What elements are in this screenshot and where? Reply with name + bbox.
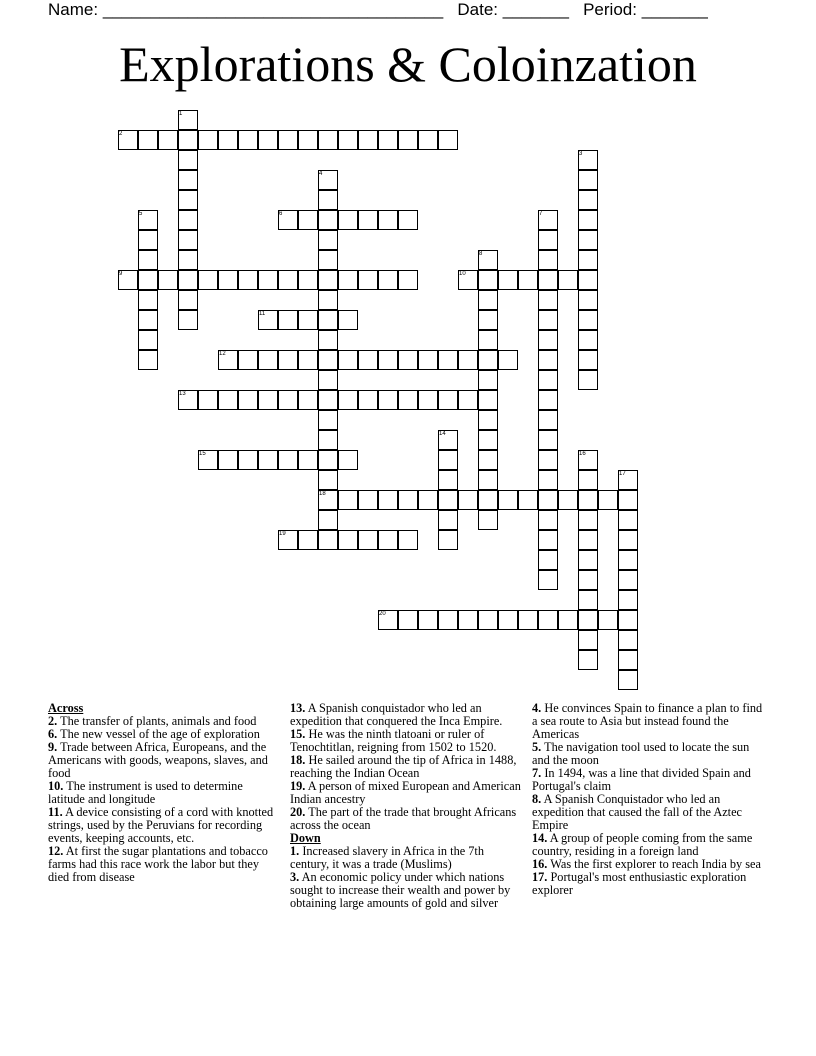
crossword-cell[interactable] bbox=[178, 130, 198, 150]
clue-down-3: 3. An economic policy under which nations sought to increase their wealth and power by obtaining large amounts of gold and silver bbox=[290, 870, 511, 910]
date-label: Date: bbox=[457, 0, 498, 19]
crossword-cell[interactable] bbox=[618, 530, 638, 550]
crossword-cell[interactable] bbox=[578, 490, 598, 510]
crossword-cell[interactable] bbox=[578, 270, 598, 290]
crossword-cell[interactable] bbox=[398, 210, 418, 230]
crossword-cell[interactable] bbox=[598, 610, 618, 630]
crossword-cell[interactable] bbox=[318, 410, 338, 430]
crossword-cell[interactable] bbox=[318, 230, 338, 250]
crossword-cell[interactable] bbox=[538, 530, 558, 550]
crossword-cell[interactable] bbox=[218, 390, 238, 410]
crossword-cell[interactable] bbox=[318, 350, 338, 370]
crossword-cell[interactable] bbox=[238, 130, 258, 150]
crossword-cell[interactable] bbox=[178, 270, 198, 290]
crossword-cell[interactable] bbox=[298, 130, 318, 150]
crossword-cell[interactable] bbox=[158, 130, 178, 150]
clue-across-13: 13. A Spanish conquistador who led an expedition that conquered the Inca Empire. bbox=[290, 701, 503, 728]
crossword-cell[interactable] bbox=[558, 490, 578, 510]
crossword-cell[interactable] bbox=[398, 130, 418, 150]
clue-across-15: 15. He was the ninth tlatoani or ruler of Tenochtitlan, reigning from 1502 to 1520. bbox=[290, 727, 497, 754]
crossword-cell[interactable] bbox=[398, 530, 418, 550]
clue-number-label: 13 bbox=[179, 391, 186, 397]
crossword-cell[interactable] bbox=[138, 130, 158, 150]
crossword-cell[interactable] bbox=[538, 270, 558, 290]
clue-number-label: 17 bbox=[619, 471, 626, 477]
crossword-cell[interactable] bbox=[318, 390, 338, 410]
crossword-cell[interactable] bbox=[318, 250, 338, 270]
crossword-cell[interactable] bbox=[538, 410, 558, 430]
crossword-cell[interactable] bbox=[318, 430, 338, 450]
crossword-cell[interactable] bbox=[478, 410, 498, 430]
crossword-cell[interactable] bbox=[198, 270, 218, 290]
crossword-cell[interactable] bbox=[178, 310, 198, 330]
crossword-cell[interactable] bbox=[478, 430, 498, 450]
crossword-cell[interactable] bbox=[238, 270, 258, 290]
crossword-cell[interactable] bbox=[618, 550, 638, 570]
crossword-cell[interactable] bbox=[578, 210, 598, 230]
crossword-cell[interactable] bbox=[558, 610, 578, 630]
crossword-cell[interactable] bbox=[538, 450, 558, 470]
crossword-cell[interactable] bbox=[458, 390, 478, 410]
crossword-cell[interactable] bbox=[618, 610, 638, 630]
crossword-cell[interactable] bbox=[398, 270, 418, 290]
crossword-cell[interactable] bbox=[158, 270, 178, 290]
crossword-cell[interactable] bbox=[578, 230, 598, 250]
crossword-cell[interactable] bbox=[378, 490, 398, 510]
crossword-cell[interactable] bbox=[178, 230, 198, 250]
crossword-cell[interactable] bbox=[338, 270, 358, 290]
crossword-cell[interactable] bbox=[378, 390, 398, 410]
crossword-cell[interactable] bbox=[298, 310, 318, 330]
crossword-cell[interactable] bbox=[538, 550, 558, 570]
crossword-cell[interactable] bbox=[578, 330, 598, 350]
crossword-cell[interactable] bbox=[518, 270, 538, 290]
crossword-cell[interactable] bbox=[138, 330, 158, 350]
crossword-cell[interactable] bbox=[438, 390, 458, 410]
clue-number-label: 16 bbox=[579, 451, 586, 457]
across-heading: Across bbox=[48, 701, 84, 715]
crossword-cell[interactable] bbox=[538, 510, 558, 530]
clues-column-2 bbox=[290, 702, 522, 910]
crossword-cell[interactable] bbox=[438, 350, 458, 370]
clue-down-17: 17. Portugal's most enthusiastic exploration explorer bbox=[532, 870, 747, 897]
crossword-cell[interactable] bbox=[358, 210, 378, 230]
clue-across-12: 12. At first the sugar plantations and tobacco farms had this race work the labor but they died from disease bbox=[48, 844, 268, 884]
crossword-cell[interactable] bbox=[338, 130, 358, 150]
crossword-cell[interactable] bbox=[498, 270, 518, 290]
crossword-cell[interactable] bbox=[218, 270, 238, 290]
clue-number-label: 7 bbox=[539, 211, 543, 217]
clue-number-label: 10 bbox=[459, 271, 466, 277]
crossword-cell[interactable] bbox=[138, 230, 158, 250]
crossword-cell[interactable] bbox=[438, 470, 458, 490]
down-heading: Down bbox=[290, 831, 321, 845]
crossword-cell[interactable] bbox=[538, 250, 558, 270]
crossword-cell[interactable] bbox=[518, 490, 538, 510]
clue-down-16: 16. Was the first explorer to reach India by sea bbox=[532, 857, 761, 871]
clue-down-4: 4. He convinces Spain to finance a plan to find a sea route to Asia but instead found the Americas bbox=[532, 701, 763, 741]
crossword-cell[interactable] bbox=[318, 450, 338, 470]
crossword-cell[interactable] bbox=[478, 290, 498, 310]
clue-across-11: 11. A device consisting of a cord with knotted strings, used by the Peruvians for recording events, keeping accounts, etc. bbox=[48, 805, 274, 845]
crossword-cell[interactable] bbox=[318, 530, 338, 550]
crossword-cell[interactable] bbox=[538, 570, 558, 590]
crossword-cell[interactable] bbox=[258, 450, 278, 470]
crossword-cell[interactable] bbox=[578, 590, 598, 610]
crossword-cell[interactable] bbox=[578, 370, 598, 390]
crossword-cell[interactable] bbox=[218, 130, 238, 150]
crossword-cell[interactable] bbox=[338, 210, 358, 230]
crossword-cell[interactable] bbox=[238, 390, 258, 410]
crossword-cell[interactable] bbox=[538, 230, 558, 250]
crossword-cell[interactable] bbox=[138, 270, 158, 290]
crossword-cell[interactable] bbox=[538, 390, 558, 410]
crossword-cell[interactable] bbox=[498, 350, 518, 370]
crossword-cell[interactable] bbox=[458, 610, 478, 630]
period-label: Period: bbox=[583, 0, 637, 19]
crossword-cell[interactable] bbox=[538, 470, 558, 490]
clue-number-label: 11 bbox=[259, 311, 266, 317]
crossword-cell[interactable] bbox=[578, 310, 598, 330]
clue-across-18: 18. He sailed around the tip of Africa in 1488, reaching the Indian Ocean bbox=[290, 753, 517, 780]
crossword-cell[interactable] bbox=[538, 610, 558, 630]
crossword-cell[interactable] bbox=[498, 490, 518, 510]
crossword-cell[interactable] bbox=[298, 270, 318, 290]
crossword-cell[interactable] bbox=[438, 610, 458, 630]
crossword-cell[interactable] bbox=[418, 130, 438, 150]
crossword-cell[interactable] bbox=[178, 170, 198, 190]
crossword-cell[interactable] bbox=[298, 390, 318, 410]
crossword-cell[interactable] bbox=[558, 270, 578, 290]
crossword-cell[interactable] bbox=[418, 390, 438, 410]
crossword-cell[interactable] bbox=[318, 470, 338, 490]
crossword-cell[interactable] bbox=[258, 390, 278, 410]
crossword-cell[interactable] bbox=[198, 390, 218, 410]
crossword-cell[interactable] bbox=[318, 130, 338, 150]
crossword-cell[interactable] bbox=[378, 270, 398, 290]
crossword-cell[interactable] bbox=[538, 490, 558, 510]
crossword-cell[interactable] bbox=[318, 310, 338, 330]
crossword-cell[interactable] bbox=[478, 390, 498, 410]
crossword-cell[interactable] bbox=[338, 390, 358, 410]
clue-number-label: 9 bbox=[119, 271, 123, 277]
crossword-cell[interactable] bbox=[478, 350, 498, 370]
clue-number-label: 12 bbox=[219, 351, 226, 357]
clue-number-label: 4 bbox=[319, 171, 323, 177]
crossword-cell[interactable] bbox=[478, 310, 498, 330]
crossword-cell[interactable] bbox=[278, 350, 298, 370]
crossword-cell[interactable] bbox=[298, 210, 318, 230]
clues-column-3 bbox=[532, 702, 768, 897]
crossword-cell[interactable] bbox=[338, 530, 358, 550]
crossword-cell[interactable] bbox=[398, 490, 418, 510]
crossword-cell[interactable] bbox=[418, 350, 438, 370]
crossword-cell[interactable] bbox=[578, 570, 598, 590]
crossword-cell[interactable] bbox=[578, 190, 598, 210]
crossword-cell[interactable] bbox=[578, 250, 598, 270]
clue-number-label: 6 bbox=[279, 211, 283, 217]
crossword-cell[interactable] bbox=[138, 310, 158, 330]
clue-across-6: 6. The new vessel of the age of exploration bbox=[48, 727, 260, 741]
crossword-cell[interactable] bbox=[458, 350, 478, 370]
crossword-cell[interactable] bbox=[258, 270, 278, 290]
crossword-cell[interactable] bbox=[478, 270, 498, 290]
period-line[interactable]: _______ bbox=[641, 0, 708, 19]
crossword-cell[interactable] bbox=[618, 490, 638, 510]
crossword-cell[interactable] bbox=[478, 510, 498, 530]
crossword-cell[interactable] bbox=[478, 330, 498, 350]
crossword-cell[interactable] bbox=[318, 190, 338, 210]
crossword-cell[interactable] bbox=[338, 450, 358, 470]
crossword-cell[interactable] bbox=[178, 150, 198, 170]
crossword-cell[interactable] bbox=[578, 630, 598, 650]
crossword-cell[interactable] bbox=[398, 350, 418, 370]
clue-number-label: 2 bbox=[119, 131, 123, 137]
crossword-cell[interactable] bbox=[358, 390, 378, 410]
crossword-cell[interactable] bbox=[618, 650, 638, 670]
crossword-cell[interactable] bbox=[218, 450, 238, 470]
crossword-cell[interactable] bbox=[318, 510, 338, 530]
crossword-cell[interactable] bbox=[358, 530, 378, 550]
clue-across-9: 9. Trade between Africa, Europeans, and the Americans with goods, weapons, slaves, and food bbox=[48, 740, 268, 780]
crossword-cell[interactable] bbox=[578, 290, 598, 310]
crossword-cell[interactable] bbox=[318, 330, 338, 350]
clue-number-label: 18 bbox=[319, 491, 326, 497]
crossword-cell[interactable] bbox=[598, 490, 618, 510]
crossword-cell[interactable] bbox=[318, 370, 338, 390]
clue-down-5: 5. The navigation tool used to locate the sun and the moon bbox=[532, 740, 750, 767]
crossword-cell[interactable] bbox=[618, 630, 638, 650]
crossword-cell[interactable] bbox=[358, 490, 378, 510]
clue-number-label: 8 bbox=[479, 251, 483, 257]
clue-number-label: 3 bbox=[579, 151, 583, 157]
crossword-cell[interactable] bbox=[258, 130, 278, 150]
crossword-cell[interactable] bbox=[298, 450, 318, 470]
crossword-cell[interactable] bbox=[618, 570, 638, 590]
crossword-cell[interactable] bbox=[578, 470, 598, 490]
crossword-cell[interactable] bbox=[398, 610, 418, 630]
crossword-cell[interactable] bbox=[618, 510, 638, 530]
crossword-cell[interactable] bbox=[358, 130, 378, 150]
crossword-cell[interactable] bbox=[478, 450, 498, 470]
clue-down-7: 7. In 1494, was a line that divided Spain and Portugal's claim bbox=[532, 766, 751, 793]
crossword-cell[interactable] bbox=[538, 430, 558, 450]
crossword-cell[interactable] bbox=[338, 310, 358, 330]
crossword-cell[interactable] bbox=[278, 390, 298, 410]
crossword-cell[interactable] bbox=[418, 610, 438, 630]
clue-number-label: 1 bbox=[179, 111, 183, 117]
crossword-cell[interactable] bbox=[378, 210, 398, 230]
crossword-cell[interactable] bbox=[178, 290, 198, 310]
clue-number-label: 20 bbox=[379, 611, 386, 617]
crossword-cell[interactable] bbox=[478, 490, 498, 510]
crossword-cell[interactable] bbox=[538, 330, 558, 350]
crossword-cell[interactable] bbox=[318, 270, 338, 290]
page-title: Explorations & Coloinzation bbox=[119, 36, 697, 92]
crossword-cell[interactable] bbox=[578, 530, 598, 550]
clue-number-label: 14 bbox=[439, 431, 446, 437]
crossword-cell[interactable] bbox=[278, 310, 298, 330]
crossword-cell[interactable] bbox=[518, 610, 538, 630]
crossword-cell[interactable] bbox=[438, 530, 458, 550]
crossword-cell[interactable] bbox=[578, 350, 598, 370]
crossword-cell[interactable] bbox=[358, 270, 378, 290]
clue-across-10: 10. The instrument is used to determine latitude and longitude bbox=[48, 779, 243, 806]
clue-down-1: 1. Increased slavery in Africa in the 7th century, it was a trade (Muslims) bbox=[290, 844, 484, 871]
crossword-cell[interactable] bbox=[618, 670, 638, 690]
crossword-cell[interactable] bbox=[138, 290, 158, 310]
crossword-cell[interactable] bbox=[538, 370, 558, 390]
crossword-cell[interactable] bbox=[578, 170, 598, 190]
crossword-cell[interactable] bbox=[318, 290, 338, 310]
crossword-cell[interactable] bbox=[438, 510, 458, 530]
crossword-cell[interactable] bbox=[438, 490, 458, 510]
crossword-cell[interactable] bbox=[358, 350, 378, 370]
crossword-cell[interactable] bbox=[378, 130, 398, 150]
crossword-cell[interactable] bbox=[198, 130, 218, 150]
name-line[interactable]: ____________________________________ bbox=[102, 0, 444, 19]
crossword-cell[interactable] bbox=[138, 250, 158, 270]
crossword-cell[interactable] bbox=[538, 310, 558, 330]
clue-across-19: 19. A person of mixed European and American Indian ancestry bbox=[290, 779, 521, 806]
crossword-cell[interactable] bbox=[398, 390, 418, 410]
crossword-cell[interactable] bbox=[478, 470, 498, 490]
crossword-cell[interactable] bbox=[538, 290, 558, 310]
crossword-cell[interactable] bbox=[578, 550, 598, 570]
clue-down-14: 14. A group of people coming from the same country, residing in a foreign land bbox=[532, 831, 753, 858]
crossword-cell[interactable] bbox=[578, 650, 598, 670]
crossword-cell[interactable] bbox=[278, 450, 298, 470]
crossword-cell[interactable] bbox=[178, 210, 198, 230]
crossword-cell[interactable] bbox=[438, 130, 458, 150]
crossword-cell[interactable] bbox=[498, 610, 518, 630]
clue-across-2: 2. The transfer of plants, animals and food bbox=[48, 714, 257, 728]
crossword-cell[interactable] bbox=[618, 590, 638, 610]
crossword-cell[interactable] bbox=[278, 270, 298, 290]
crossword-cell[interactable] bbox=[478, 610, 498, 630]
crossword-cell[interactable] bbox=[578, 510, 598, 530]
date-line[interactable]: _______ bbox=[502, 0, 569, 19]
crossword-cell[interactable] bbox=[178, 190, 198, 210]
crossword-cell[interactable] bbox=[538, 350, 558, 370]
crossword-cell[interactable] bbox=[138, 350, 158, 370]
crossword-cell[interactable] bbox=[318, 210, 338, 230]
clues-column-1 bbox=[48, 702, 280, 884]
crossword-cell[interactable] bbox=[478, 370, 498, 390]
crossword-cell[interactable] bbox=[178, 250, 198, 270]
crossword-cell[interactable] bbox=[238, 450, 258, 470]
crossword-cell[interactable] bbox=[238, 350, 258, 370]
crossword-cell[interactable] bbox=[578, 610, 598, 630]
crossword-cell[interactable] bbox=[298, 530, 318, 550]
crossword-cell[interactable] bbox=[258, 350, 278, 370]
crossword-cell[interactable] bbox=[378, 530, 398, 550]
clue-down-8: 8. A Spanish Conquistador who led an expedition that caused the fall of the Aztec Empire bbox=[532, 792, 742, 832]
clue-across-20: 20. The part of the trade that brought Africans across the ocean bbox=[290, 805, 517, 832]
crossword-cell[interactable] bbox=[298, 350, 318, 370]
crossword-cell[interactable] bbox=[338, 490, 358, 510]
crossword-cell[interactable] bbox=[418, 490, 438, 510]
clue-number-label: 19 bbox=[279, 531, 286, 537]
clue-number-label: 5 bbox=[139, 211, 143, 217]
crossword-cell[interactable] bbox=[278, 130, 298, 150]
crossword-cell[interactable] bbox=[438, 450, 458, 470]
name-label: Name: bbox=[48, 0, 99, 19]
crossword-cell[interactable] bbox=[458, 490, 478, 510]
clue-number-label: 15 bbox=[199, 451, 206, 457]
crossword-cell[interactable] bbox=[378, 350, 398, 370]
crossword-cell[interactable] bbox=[338, 350, 358, 370]
